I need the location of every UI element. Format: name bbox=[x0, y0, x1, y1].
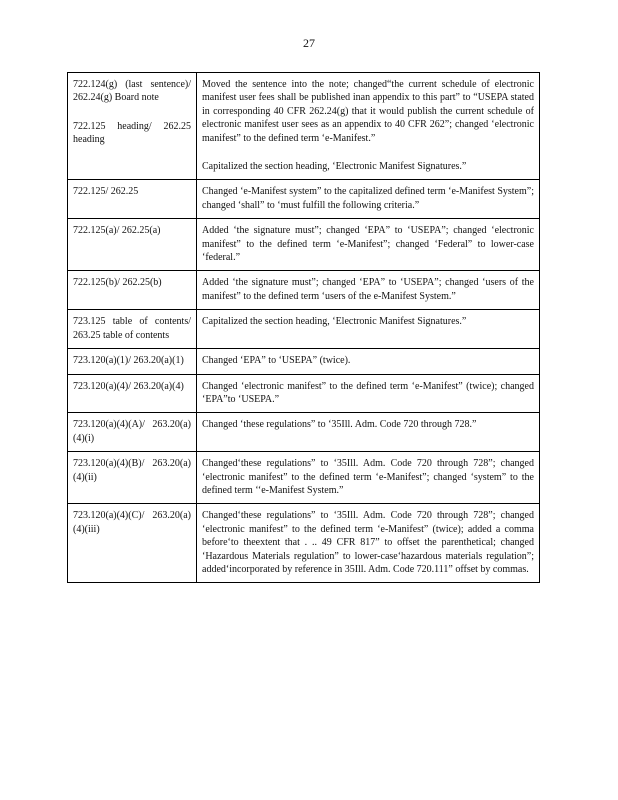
section-cell bbox=[68, 73, 197, 180]
change-description: Capitalized the section heading, ‘Electronic Manifest Signatures.” bbox=[202, 161, 467, 173]
table-row bbox=[68, 374, 540, 413]
amendments-table bbox=[67, 72, 540, 583]
table-row bbox=[68, 349, 540, 374]
change-cell: Added ‘the signature must”; changed ‘EPA” to ‘USEPA”; changed ‘electronic manifest” to the defined term ‘e-Manifest”; changed ‘Federal” to lower-case ‘federal.” bbox=[197, 219, 540, 271]
table-row bbox=[68, 504, 540, 583]
change-cell: Changed ‘EPA” to ‘USEPA” (twice). bbox=[197, 349, 540, 374]
change-cell bbox=[197, 73, 540, 180]
section-cell: 722.125/ 262.25 bbox=[68, 180, 197, 219]
table-row bbox=[68, 452, 540, 504]
table-row bbox=[68, 413, 540, 452]
section-cell: 723.120(a)(4)(C)/ 263.20(a)(4)(iii) bbox=[68, 504, 197, 583]
section-cell: 723.120(a)(4)/ 263.20(a)(4) bbox=[68, 374, 197, 413]
change-cell: Changed‘these regulations” to ‘35Ill. Adm. Code 720 through 728”; changed ‘electronic manifest” to the defined term ‘e-Manifest” (twice); added a comma before‘to theextent that . .. 49 CFR 817” to offset the parenthetical; changed ‘Hazardous Materials regulation” to lower-case‘hazardous materials regulation”; added‘incorporated by reference in 35Ill. Adm. Code 720.111” offset by commas. bbox=[197, 504, 540, 583]
table-row bbox=[68, 310, 540, 349]
table-row bbox=[68, 73, 540, 180]
section-cell: 723.125 table of contents/ 263.25 table of contents bbox=[68, 310, 197, 349]
section-reference: 722.124(g) (last sentence)/ 262.24(g) Board note bbox=[73, 79, 191, 104]
change-cell: Added ‘the signature must”; changed ‘EPA” to ‘USEPA”; changed ‘users of the manifest” to the defined term ‘users of the e-Manifest System.” bbox=[197, 271, 540, 310]
section-cell: 722.125(b)/ 262.25(b) bbox=[68, 271, 197, 310]
table-row bbox=[68, 219, 540, 271]
change-cell: Capitalized the section heading, ‘Electronic Manifest Signatures.” bbox=[197, 310, 540, 349]
section-cell: 723.120(a)(4)(A)/ 263.20(a)(4)(i) bbox=[68, 413, 197, 452]
change-cell: Changed ‘electronic manifest” to the defined term ‘e-Manifest” (twice); changed ‘EPA”to ‘USEPA.” bbox=[197, 374, 540, 413]
section-reference: 722.125 heading/ 262.25 heading bbox=[73, 120, 191, 146]
change-cell: Changed‘these regulations” to ‘35Ill. Adm. Code 720 through 728”; changed ‘electronic manifest” to the defined term ‘e-Manifest”; changed ‘system” to the defined term ‘‘e-Manifest System.” bbox=[197, 452, 540, 504]
section-cell: 722.125(a)/ 262.25(a) bbox=[68, 219, 197, 271]
table-row bbox=[68, 271, 540, 310]
page-number: 27 bbox=[303, 36, 315, 50]
change-cell: Changed ‘e-Manifest system” to the capitalized defined term ‘e-Manifest System”; changed ‘shall” to ‘must fulfill the following criteria.” bbox=[197, 180, 540, 219]
section-cell: 723.120(a)(1)/ 263.20(a)(1) bbox=[68, 349, 197, 374]
table-row bbox=[68, 180, 540, 219]
change-description: Moved the sentence into the note; changed“the current schedule of electronic manifest user fees shall be published inan appendix to this part” to “USEPA stated in corresponding 40 CFR 262.24(g) that it would publish the current schedule of electronic manifest user sees as an appendix to 40 CFR 262”; changed ‘electronic manifest” to the defined term ‘e-Manifest.” bbox=[202, 79, 534, 144]
section-cell: 723.120(a)(4)(B)/ 263.20(a)(4)(ii) bbox=[68, 452, 197, 504]
change-cell: Changed ‘these regulations” to ‘35Ill. Adm. Code 720 through 728.” bbox=[197, 413, 540, 452]
